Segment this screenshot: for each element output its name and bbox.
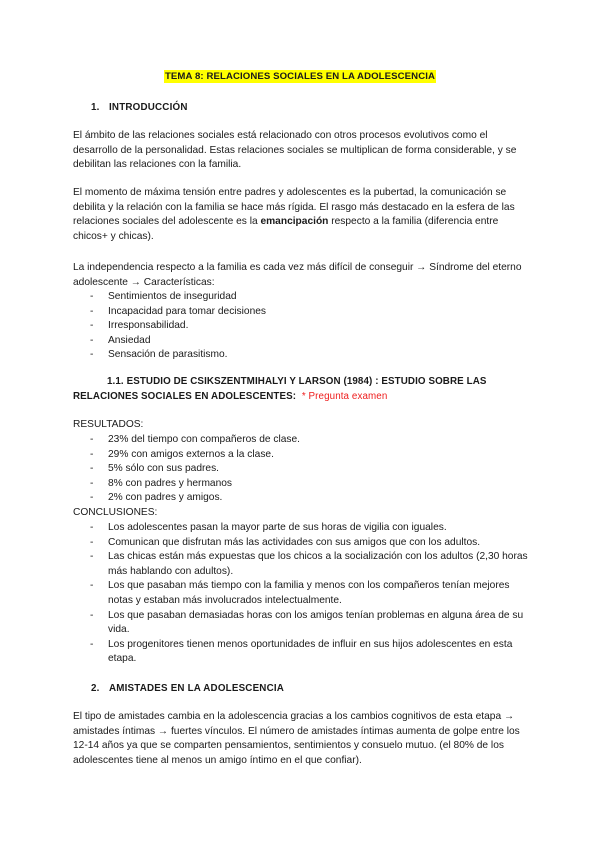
list-item: - Ansiedad: [90, 334, 535, 349]
conclusions-label: CONCLUSIONES:: [73, 507, 158, 518]
list-item: - Las chicas están más expuestas que los chicos a la socialización con los adultos (2,30 horas más hablando con adultos).: [90, 550, 535, 579]
results-list: [90, 433, 535, 506]
list-item: - Sentimientos de inseguridad: [90, 290, 535, 305]
list-item: - Los que pasaban demasiadas horas con los amigos tenían problemas en alguna área de su vida.: [90, 609, 535, 638]
intro-p2-text-a: El momento de máxima tensión entre padres y adolescentes es la pubertad, la comunicación se debilita y la relación con la familia se hace más rígida. El rasgo más destacado en la esfera de las relaciones sociales del adolescente es la: [73, 187, 515, 228]
intro-paragraph-3: La independencia respecto a la familia es cada vez más difícil de conseguir → Síndrome del eterno adolescente → Características:: [73, 262, 522, 288]
list-item: - Irresponsabilidad.: [90, 319, 535, 334]
subsection-1-1-title: 1.1. ESTUDIO DE CSIKSZENTMIHALYI Y LARSON (1984) : ESTUDIO SOBRE LAS RELACIONES SOCIALES EN ADOLESCENTES:: [73, 376, 487, 402]
section-1-title: INTRODUCCIÓN: [109, 102, 188, 113]
conclusions-list: [90, 521, 535, 667]
section-2-heading: [91, 682, 284, 697]
intro-p2-text-b: respecto a la familia (diferencia entre chicos+ y chicas).: [73, 216, 499, 242]
list-item: - Comunican que disfrutan más las actividades con sus amigos que con los adultos.: [90, 536, 535, 551]
list-item: - 8% con padres y hermanos: [90, 477, 535, 492]
list-item: - Sensación de parasitismo.: [90, 348, 535, 363]
list-item: - 2% con padres y amigos.: [90, 491, 535, 506]
intro-paragraph-2: [73, 186, 533, 244]
intro-paragraph-1: El ámbito de las relaciones sociales está relacionado con otros procesos evolutivos como el desarrollo de la personalidad. Estas relaciones sociales se multiplican de forma considerable, y se debilitan las relaciones con la familia.: [73, 130, 517, 171]
exam-question-note: * Pregunta examen: [301, 391, 388, 402]
section-2-title: AMISTADES EN LA ADOLESCENCIA: [109, 683, 285, 694]
page-title: TEMA 8: RELACIONES SOCIALES EN LA ADOLESCENCIA: [164, 71, 436, 82]
list-item: - 29% con amigos externos a la clase.: [90, 448, 535, 463]
section-1-heading: [91, 101, 188, 116]
section-1-number: 1.: [91, 102, 100, 113]
section-2-number: 2.: [91, 683, 100, 694]
list-item: - 5% sólo con sus padres.: [90, 462, 535, 477]
characteristics-list: [90, 290, 535, 363]
list-item: - 23% del tiempo con compañeros de clase.: [90, 433, 535, 448]
emancipacion-term: emancipación: [260, 216, 329, 228]
list-item: - Incapacidad para tomar decisiones: [90, 305, 535, 320]
title-wrapper: [0, 70, 600, 85]
results-label: RESULTADOS:: [73, 419, 144, 430]
subsection-1-1-heading: [73, 374, 533, 404]
list-item: - Los progenitores tienen menos oportunidades de influir en sus hijos adolescentes en esta etapa.: [90, 638, 535, 667]
list-item: - Los que pasaban más tiempo con la familia y menos con los compañeros tenían mejores notas y estaban más involucrados intelectualmente.: [90, 579, 535, 608]
list-item: - Los adolescentes pasan la mayor parte de sus horas de vigilia con iguales.: [90, 521, 535, 536]
friendship-paragraph: El tipo de amistades cambia en la adolescencia gracias a los cambios cognitivos de esta etapa → amistades íntimas → fuertes vínculos. El número de amistades íntimas aumenta de golpe entre los 12-14 años ya que se comparten pensamientos, sentimientos y consuelo mutuo. (el 80% de los adolescentes tiene al menos un amigo íntimo en el que confiar).: [73, 711, 520, 766]
